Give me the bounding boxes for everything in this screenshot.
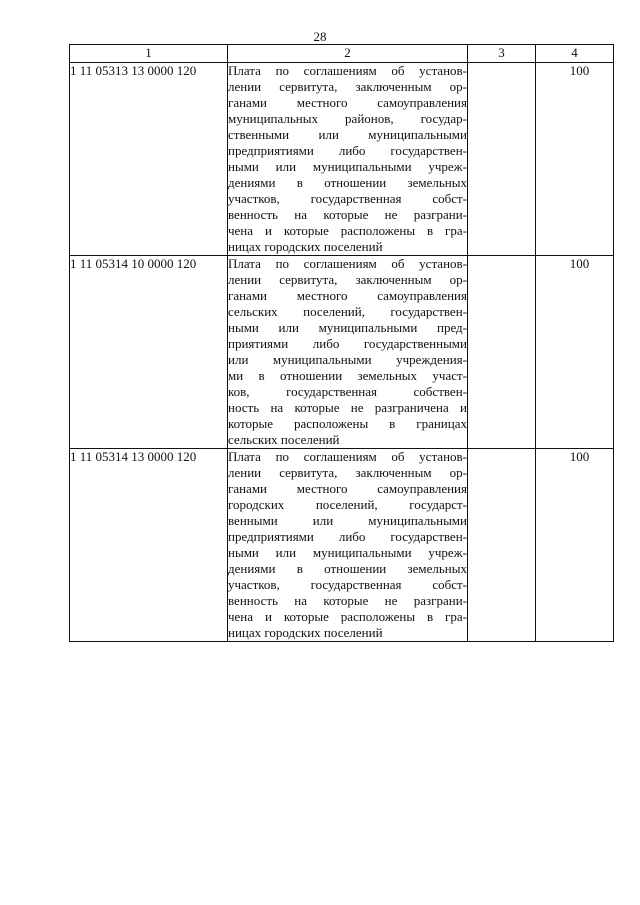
description-line: ганами местного самоуправления [228,481,467,496]
description-line: ми в отношении земельных участ- [228,368,467,383]
revenue-codes-table [69,44,614,642]
description-line: участков, государственная собст- [228,191,467,206]
description-line: лении сервитута, заключенным ор- [228,465,467,480]
amount-cell [536,63,614,256]
revenue-description [228,256,468,449]
column-header-1: 1 [70,45,228,63]
amount-value: 100 [569,256,590,271]
description-line: сельских поселений, государствен- [228,304,467,319]
description-line: ственными или муниципальными [228,127,467,142]
table-header-row [70,45,614,63]
description-line: лении сервитута, заключенным ор- [228,272,467,287]
column-3-cell [468,63,536,256]
description-line: чена и которые расположены в гра- [228,609,467,624]
description-line: предприятиями либо государствен- [228,143,467,158]
amount-value: 100 [569,449,590,464]
description-line: ганами местного самоуправления [228,288,467,303]
description-line: ганами местного самоуправления [228,95,467,110]
description-line: ков, государственная собствен- [228,384,467,399]
revenue-description [228,63,468,256]
column-3-cell [468,256,536,449]
description-line: ными или муниципальными пред- [228,320,467,335]
description-line: приятиями либо государственными [228,336,467,351]
description-line: чена и которые расположены в гра- [228,223,467,238]
table-row [70,449,614,642]
description-line: муниципальных районов, государ- [228,111,467,126]
description-line: городских поселений, государст- [228,497,467,512]
budget-classification-code: 1 11 05313 13 0000 120 [70,63,228,256]
description-line: венность на которые не разграни- [228,207,467,222]
revenue-description [228,449,468,642]
budget-classification-code: 1 11 05314 13 0000 120 [70,449,228,642]
table-body [70,63,614,642]
description-line: Плата по соглашениям об установ- [228,63,467,78]
description-line: предприятиями либо государствен- [228,529,467,544]
description-line: лении сервитута, заключенным ор- [228,79,467,94]
description-line: ными или муниципальными учреж- [228,545,467,560]
description-line: ными или муниципальными учреж- [228,159,467,174]
description-line: венными или муниципальными [228,513,467,528]
description-line: венность на которые не разграни- [228,593,467,608]
description-line: ность на которые не разграничена и [228,400,467,415]
description-line: Плата по соглашениям об установ- [228,256,467,271]
table-row [70,63,614,256]
table-row [70,256,614,449]
description-line: или муниципальными учреждения- [228,352,467,367]
description-line: которые расположены в границах [228,416,467,431]
amount-cell [536,449,614,642]
column-header-2: 2 [228,45,468,63]
amount-cell [536,256,614,449]
description-line: дениями в отношении земельных [228,561,467,576]
description-line: дениями в отношении земельных [228,175,467,190]
column-3-cell [468,449,536,642]
description-line: сельских поселений [228,432,340,447]
description-line: ницах городских поселений [228,239,383,254]
amount-value: 100 [569,63,590,78]
column-header-4: 4 [536,45,614,63]
page-number: 28 [313,29,327,44]
description-line: Плата по соглашениям об установ- [228,449,467,464]
description-line: ницах городских поселений [228,625,383,640]
budget-classification-code: 1 11 05314 10 0000 120 [70,256,228,449]
column-header-3: 3 [468,45,536,63]
description-line: участков, государственная собст- [228,577,467,592]
